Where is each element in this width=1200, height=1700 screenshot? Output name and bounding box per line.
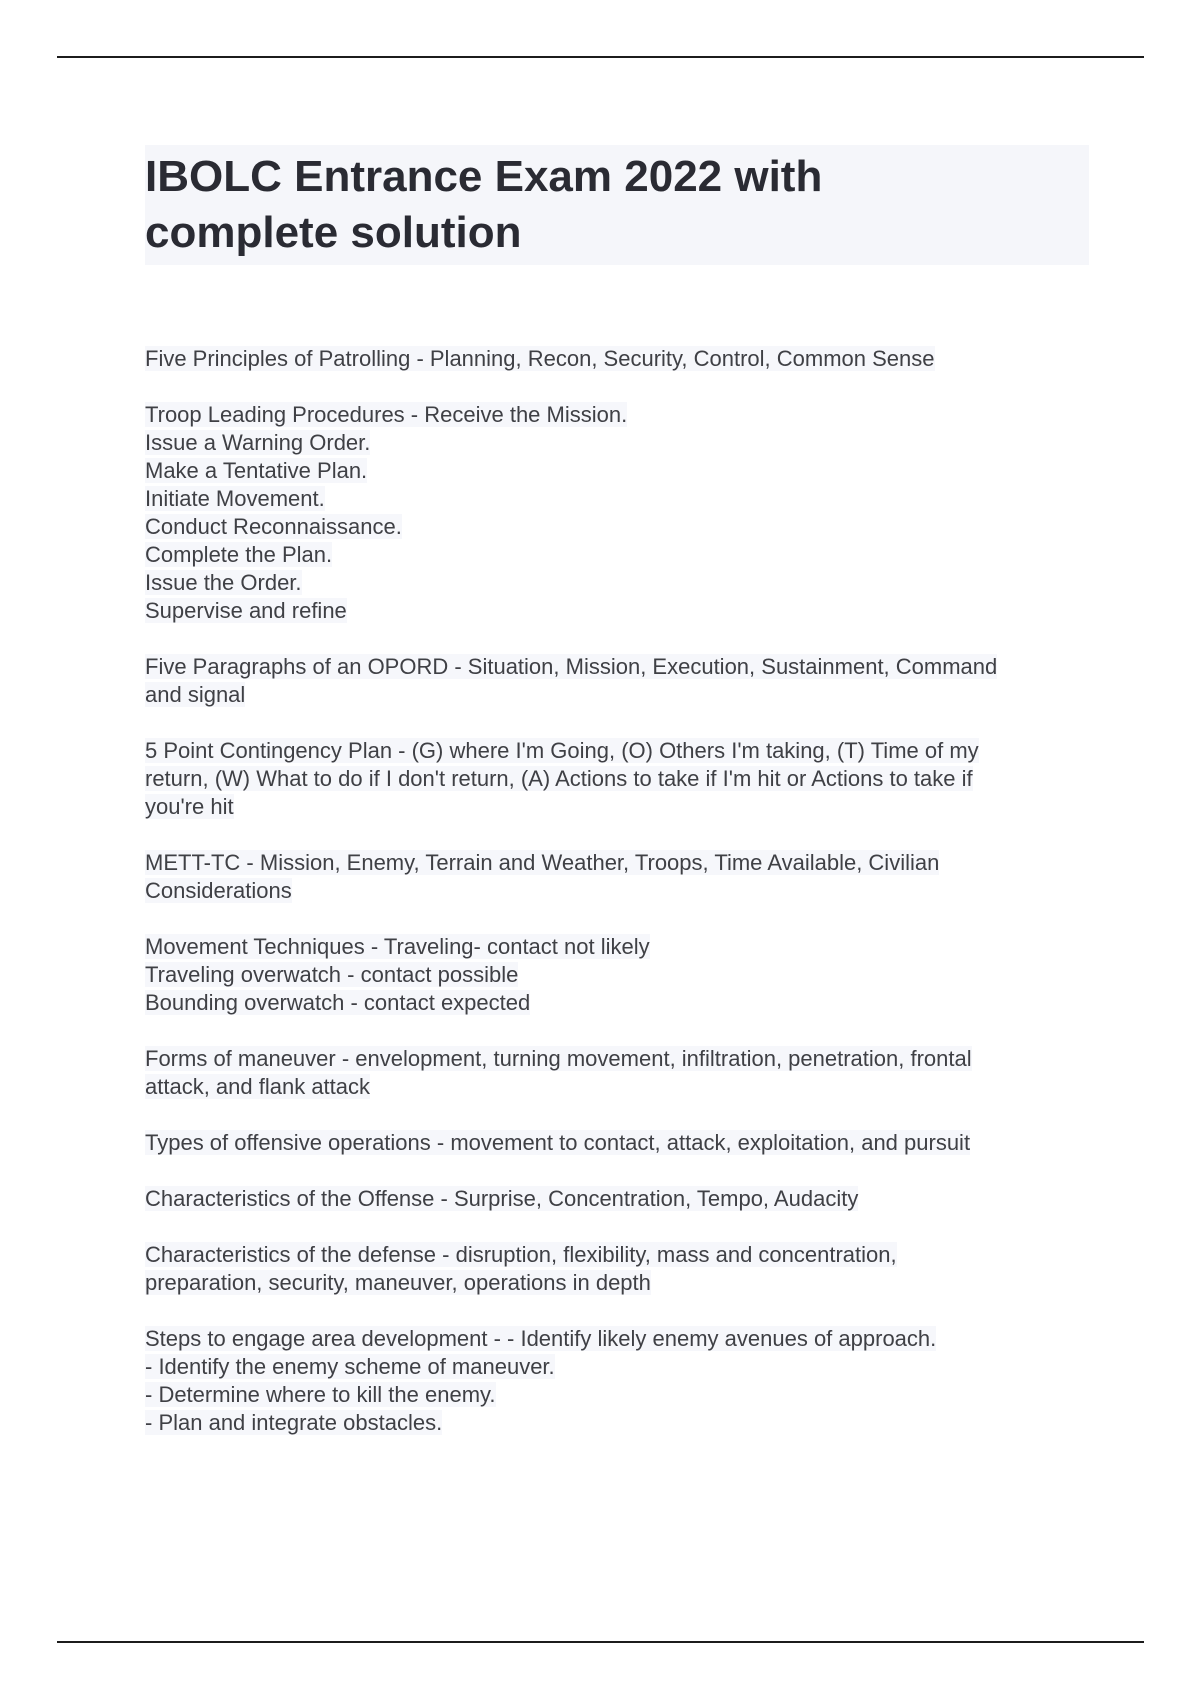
entry-line: preparation, security, maneuver, operations in depth	[145, 1270, 651, 1295]
entry-line: Movement Techniques - Traveling- contact not likely	[145, 934, 650, 959]
entry-line: Conduct Reconnaissance.	[145, 514, 402, 539]
entry-line: Characteristics of the defense - disruption, flexibility, mass and concentration,	[145, 1242, 897, 1267]
document-title	[145, 149, 1089, 261]
entry-line: Complete the Plan.	[145, 542, 333, 567]
qa-entries	[145, 345, 1089, 1437]
entry-line: Supervise and refine	[145, 598, 347, 623]
entry-line: Types of offensive operations - movement to contact, attack, exploitation, and pursuit	[145, 1130, 971, 1155]
qa-entry	[145, 849, 1089, 905]
entry-line: Issue a Warning Order.	[145, 430, 371, 455]
top-rule	[57, 56, 1144, 58]
bottom-rule	[57, 1641, 1144, 1643]
entry-line: - Identify the enemy scheme of maneuver.	[145, 1354, 555, 1379]
entry-line: attack, and flank attack	[145, 1074, 371, 1099]
entry-line: Issue the Order.	[145, 570, 302, 595]
entry-line: and signal	[145, 682, 246, 707]
qa-entry	[145, 737, 1089, 821]
entry-line: Steps to engage area development - - Identify likely enemy avenues of approach.	[145, 1326, 937, 1351]
qa-entry	[145, 1045, 1089, 1101]
entry-line: Bounding overwatch - contact expected	[145, 990, 531, 1015]
title-block	[145, 145, 1089, 265]
entry-line: Forms of maneuver - envelopment, turning movement, infiltration, penetration, frontal	[145, 1046, 972, 1071]
qa-entry	[145, 653, 1089, 709]
qa-entry	[145, 1185, 1089, 1213]
entry-line: - Plan and integrate obstacles.	[145, 1410, 443, 1435]
entry-line: Traveling overwatch - contact possible	[145, 962, 519, 987]
qa-entry	[145, 1129, 1089, 1157]
qa-entry	[145, 345, 1089, 373]
entry-line: Considerations	[145, 878, 292, 903]
entry-line: Five Paragraphs of an OPORD - Situation, Mission, Execution, Sustainment, Command	[145, 654, 998, 679]
entry-line: METT-TC - Mission, Enemy, Terrain and Weather, Troops, Time Available, Civilian	[145, 850, 940, 875]
entry-line: Troop Leading Procedures - Receive the Mission.	[145, 402, 628, 427]
entry-line: Characteristics of the Offense - Surprise, Concentration, Tempo, Audacity	[145, 1186, 859, 1211]
qa-entry	[145, 933, 1089, 1017]
qa-entry	[145, 1241, 1089, 1297]
title-line: IBOLC Entrance Exam 2022 with	[145, 152, 823, 201]
entry-line: Initiate Movement.	[145, 486, 325, 511]
entry-line: - Determine where to kill the enemy.	[145, 1382, 496, 1407]
page-content	[145, 145, 1089, 1465]
entry-line: you're hit	[145, 794, 234, 819]
entry-line: 5 Point Contingency Plan - (G) where I'm Going, (O) Others I'm taking, (T) Time of my	[145, 738, 979, 763]
entry-line: Make a Tentative Plan.	[145, 458, 368, 483]
qa-entry	[145, 1325, 1089, 1437]
title-line: complete solution	[145, 208, 522, 257]
qa-entry	[145, 401, 1089, 625]
entry-line: Five Principles of Patrolling - Planning, Recon, Security, Control, Common Sense	[145, 346, 935, 371]
entry-line: return, (W) What to do if I don't return, (A) Actions to take if I'm hit or Actions to take if	[145, 766, 973, 791]
